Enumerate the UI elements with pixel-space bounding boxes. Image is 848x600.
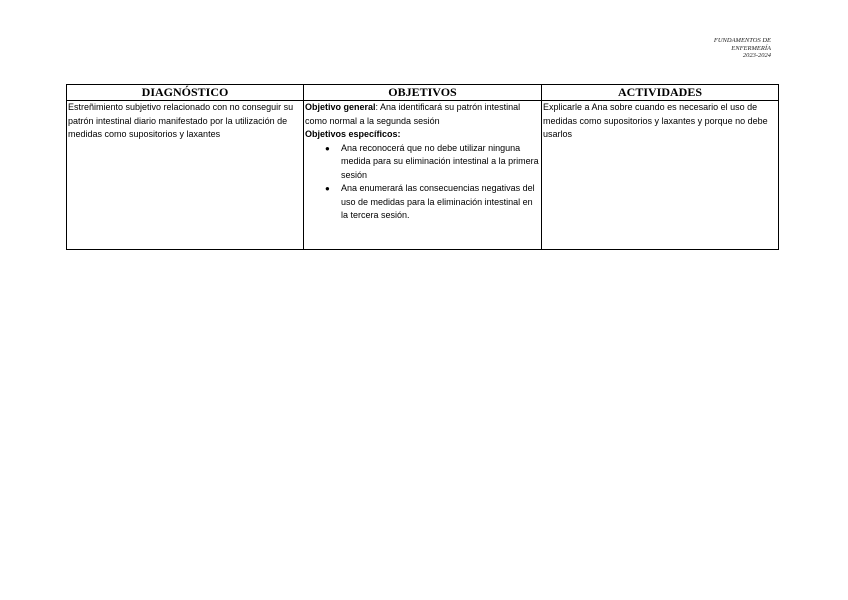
bullet-icon: ●: [325, 143, 330, 153]
objetivo-general: [305, 101, 540, 128]
column-header-actividades: ACTIVIDADES: [542, 85, 779, 101]
header-course-line2: ENFERMERÍA: [731, 44, 771, 52]
list-item-text: Ana enumerará las consecuencias negativas del uso de medidas para la eliminación intestinal en la tercera sesión.: [341, 183, 535, 220]
objetivos-especificos-label: Objetivos específicos: [305, 129, 398, 139]
column-header-diagnostico: DIAGNÓSTICO: [67, 85, 304, 101]
list-item: [305, 182, 540, 223]
objetivos-especificos-heading: [305, 128, 540, 142]
header-course-line1: FUNDAMENTOS DE: [713, 37, 771, 44]
objetivo-general-label: Objetivo general: [305, 102, 376, 112]
care-plan-table: [66, 84, 779, 250]
cell-objetivos: [304, 101, 542, 250]
actividades-text: Explicarle a Ana sobre cuando es necesario el uso de medidas como supositorios y laxantes y porque no debe usarlos: [543, 102, 768, 139]
objetivos-especificos-colon: :: [397, 129, 401, 139]
header-academic-year: 2023-2024: [742, 52, 771, 59]
cell-actividades: [542, 101, 779, 250]
objetivo-general-text: : Ana identificará su patrón intestinal como normal a la segunda sesión: [305, 102, 521, 126]
column-header-objetivos: OBJETIVOS: [304, 85, 542, 101]
objetivos-especificos-list: [305, 142, 540, 223]
diagnostico-text: Estreñimiento subjetivo relacionado con no conseguir su patrón intestinal diario manifestado por la utilización de medidas como supositorios y laxantes: [68, 102, 294, 139]
cell-diagnostico: [67, 101, 304, 250]
list-item-text: Ana reconocerá que no debe utilizar ninguna medida para su eliminación intestinal a la primera sesión: [341, 142, 539, 180]
table-row: [67, 101, 779, 250]
list-item: [305, 142, 540, 183]
page-header: [651, 37, 771, 60]
bullet-icon: ●: [325, 184, 330, 193]
table-header-row: [67, 85, 779, 101]
